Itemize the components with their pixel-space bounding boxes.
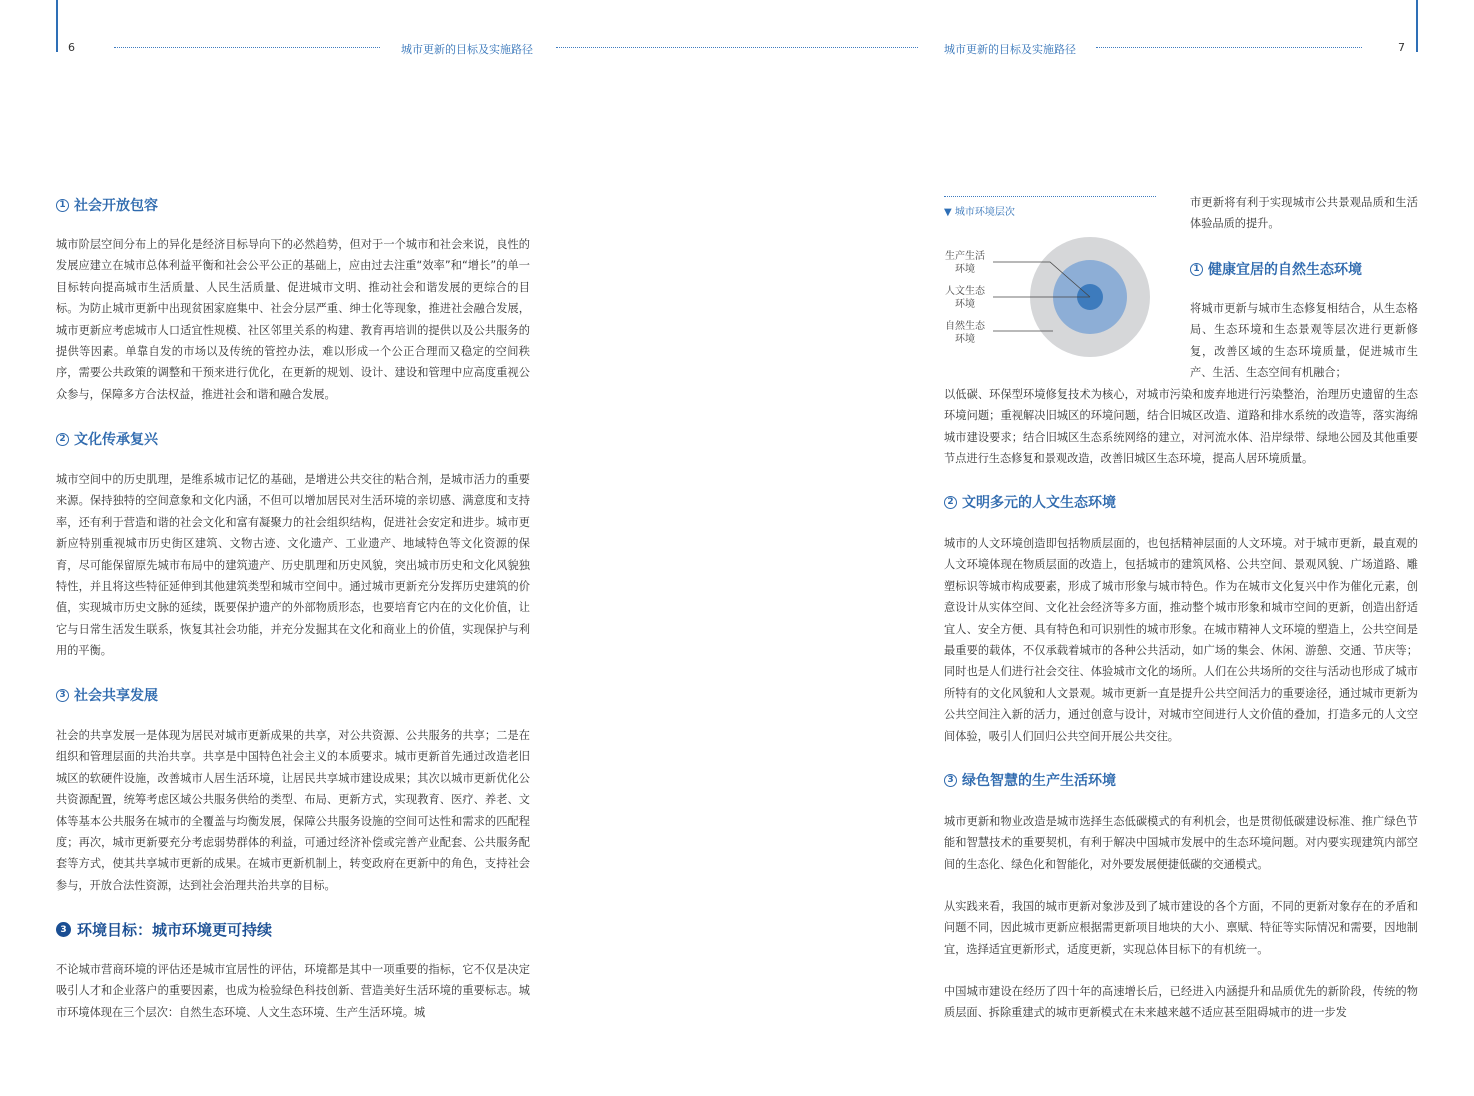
section-title: 社会共享发展 <box>74 688 158 704</box>
paragraph-green-smart-2: 从实践来看，我国的城市更新对象涉及到了城市建设的各个方面，不同的更新对象存在的矛盾和问题不同，因此城市更新应根据需更新项目地块的大小、禀赋、特征等实际情况和需要，因地制宜，选择适宜更新形式，适度更新，实现总体目标下的有机统一。 <box>944 900 1418 956</box>
paragraph-green-smart-1: 城市更新和物业改造是城市选择生态低碳模式的有利机会，也是贯彻低碳建设标准、推广绿色节能和智慧技术的重要契机，有利于解决中国城市发展中的生态环境问题。对内要实现建筑内部空间的生态化、绿色化和智能化，对外要发展便捷低碳的交通模式。 <box>944 815 1418 871</box>
paragraph-green-smart-3: 中国城市建设在经历了四十年的高速增长后，已经进入内涵提升和品质优先的新阶段，传统的物质层面、拆除重建式的城市更新模式在未来越来越不适应甚至阻碍城市的进一步发 <box>944 985 1418 1020</box>
figure-caption: ▼ 城市环境层次 <box>944 207 1015 218</box>
paragraph-humanistic-ecology: 城市的人文环境创造即包括物质层面的，也包括精神层面的人文环境。对于城市更新，最直观的人文环境体现在物质层面的改造上，包括城市的建筑风格、公共空间、景观风貌、广场道路、雕塑标识等城市构成要素，形成了城市形象与城市特色。作为在城市文化复兴中作为催化元素，创意设计从实体空间、文化社会经济等多方面，推动整个城市形象和城市空间的更新，创造出舒适宜人、安全方便、具有特色和可识别性的城市形象。在城市精神人文环境的塑造上，公共空间是最重要的载体，不仅承载着城市的各种公共活动，如广场的集会、休闲、游憩、交通、节庆等；同时也是人们进行社会交往、体验城市文化的场所。人们在公共场所的交往与活动也形成了城市所特有的文化风貌和人文景观。城市更新一直是提升公共空间活力的重要途径，通过城市更新为公共空间注入新的活力，通过创意与设计，对城市空间进行人文价值的叠加，打造多元的人文空间体验，吸引人们回归公共空间开展公共交往。 <box>944 537 1418 743</box>
label-humanistic-ecological-environment: 人文生态环境 <box>945 286 985 310</box>
section-heading-social-inclusion <box>56 195 158 215</box>
section-title: 绿色智慧的生产生活环境 <box>962 773 1116 789</box>
label-production-living-environment: 生产生活环境 <box>945 251 985 275</box>
paragraph-social-inclusion: 城市阶层空间分布上的异化是经济目标导向下的必然趋势，但对于一个城市和社会来说，良性的发展应建立在城市总体利益平衡和社会公平公正的基础上，应由过去注重“效率”和“增长”的单一目标转向提高城市生活质量、人民生活质量、促进城市文明、推动社会和谐发展的更综合的目标。为防止城市更新中出现贫困家庭集中、社会分层严重、绅士化等现象，推进社会融合发展，城市更新应考虑城市人口适宜性规模、社区邻里关系的构建、教育再培训的提供以及公共服务的提供等因素。单靠自发的市场以及传统的管控办法，难以形成一个公正合理而又稳定的空间秩序，需要公共政策的调整和干预来进行优化，在更新的规划、设计、建设和管理中应高度重视公众参与，保障多方合法权益，推进社会和谐和融合发展。 <box>56 238 530 401</box>
section-number-badge: 3 <box>56 922 71 937</box>
left-margin-line <box>56 0 58 52</box>
section-heading-humanistic-ecology <box>944 492 1116 512</box>
section-number-circle: 3 <box>56 689 69 702</box>
right-running-title: 城市更新的目标及实施路径 <box>944 43 1076 56</box>
section-heading-cultural-heritage <box>56 429 158 449</box>
header-dotted-rule <box>114 47 380 48</box>
section-heading-green-smart <box>944 770 1116 790</box>
section-number-circle: 2 <box>944 496 957 509</box>
header-dotted-rule <box>1096 47 1362 48</box>
section-title: 健康宜居的自然生态环境 <box>1208 262 1362 278</box>
header-dotted-rule <box>556 47 918 48</box>
figure-dotted-rule <box>944 196 1156 197</box>
paragraph-natural-ecology-part2: 以低碳、环保型环境修复技术为核心，对城市污染和废弃地进行污染整治，治理历史遗留的生态环境问题；重视解决旧城区的环境问题，结合旧城区改造、道路和排水系统的改造等，落实海绵城市建设要求；结合旧城区生态系统网络的建立，对河流水体、沿岸绿带、绿地公园及其他重要节点进行生态修复和景观改造，改善旧城区生态环境，提高人居环境质量。 <box>944 388 1418 466</box>
section-number-circle: 1 <box>1190 263 1203 276</box>
section-number-circle: 3 <box>944 774 957 787</box>
paragraph-intro-continued: 市更新将有利于实现城市公共景观品质和生活体验品质的提升。 <box>1190 196 1418 231</box>
section-heading-environment-goal <box>56 919 272 940</box>
section-number-circle: 2 <box>56 433 69 446</box>
paragraph-natural-ecology-part1: 将城市更新与城市生态修复相结合，从生态格局、生态环境和生态景观等层次进行更新修复，改善区域的生态环境质量，促进城市生产、生活、生态空间有机融合； <box>1190 302 1418 380</box>
paragraph-cultural-heritage: 城市空间中的历史肌理，是维系城市记忆的基础，是增进公共交往的粘合剂，是城市活力的重要来源。保持独特的空间意象和文化内涵，不但可以增加居民对生活环境的亲切感、满意度和支持率，还有利于营造和谐的社会文化和富有凝聚力的社会组织结构，促进社会安定和进步。城市更新应特别重视城市历史街区建筑、文物古迹、文化遗产、工业遗产、地域特色等文化资源的保育，尽可能保留原先城市布局中的建筑遗产、历史肌理和历史风貌，突出城市历史和文化风貌独特性，并且将这些特征延伸到其他建筑类型和城市空间中。通过城市更新充分发挥历史建筑的价值，实现城市历史文脉的延续，既要保护遗产的外部物质形态，也要培育它内在的文化价值，让它与日常生活发生联系，恢复其社会功能，并充分发掘其在文化和商业上的价值，实现保护与利用的平衡。 <box>56 473 530 658</box>
label-natural-ecological-environment: 自然生态环境 <box>945 321 985 345</box>
paragraph-shared-development: 社会的共享发展一是体现为居民对城市更新成果的共享，对公共资源、公共服务的共享；二是在组织和管理层面的共治共享。共享是中国特色社会主义的本质要求。城市更新首先通过改造老旧城区的软硬件设施，改善城市人居生活环境，让居民共享城市建设成果；其次以城市更新优化公共资源配置，统筹考虑区域公共服务供给的类型、布局、更新方式，实现教育、医疗、养老、文体等基本公共服务在城市的全覆盖与均衡发展，保障公共服务设施的空间可达性和需求的匹配程度；再次，城市更新要充分考虑弱势群体的利益，可通过经济补偿或完善产业配套、公共服务配套等方式，使其共享城市更新的成果。在城市更新机制上，转变政府在更新中的角色，支持社会参与，开放合法性资源，达到社会治理共治共享的目标。 <box>56 729 530 892</box>
section-heading-natural-ecology <box>1190 259 1362 279</box>
section-title: 文明多元的人文生态环境 <box>962 495 1116 511</box>
right-margin-line <box>1416 0 1418 52</box>
section-number-circle: 1 <box>56 199 69 212</box>
left-running-title: 城市更新的目标及实施路径 <box>401 43 533 56</box>
section-heading-shared-development <box>56 685 158 705</box>
section-title: 环境目标：城市环境更可持续 <box>77 921 273 939</box>
right-page-number: 7 <box>1398 41 1405 54</box>
paragraph-environment-goal: 不论城市营商环境的评估还是城市宜居性的评估，环境都是其中一项重要的指标，它不仅是决定吸引人才和企业落户的重要因素，也成为检验绿色科技创新、营造美好生活环境的重要标志。城市环境体现在三个层次：自然生态环境、人文生态环境、生产生活环境。城 <box>56 963 530 1019</box>
left-page-number: 6 <box>68 41 75 54</box>
section-title: 社会开放包容 <box>74 198 158 214</box>
section-title: 文化传承复兴 <box>74 432 158 448</box>
